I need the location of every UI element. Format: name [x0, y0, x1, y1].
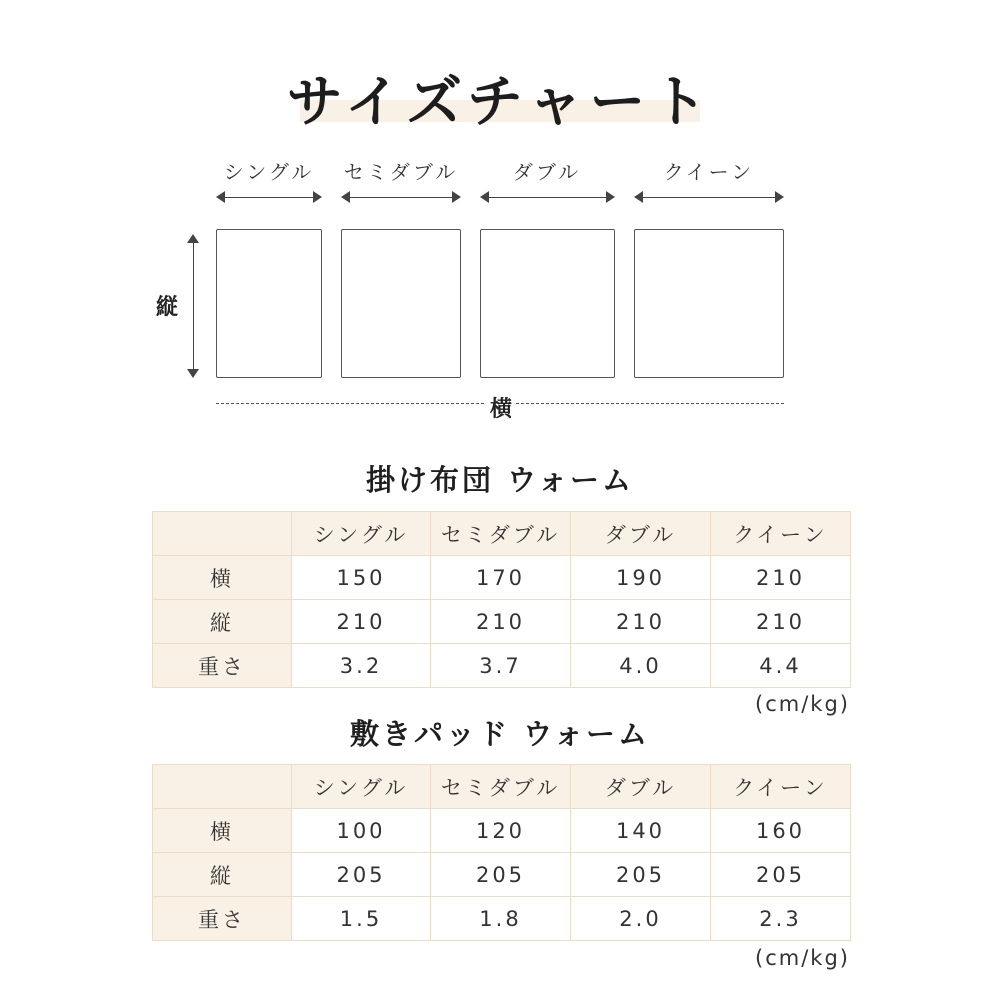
size-box-double: [480, 229, 615, 378]
table-cell: 210: [711, 556, 851, 600]
table-cell: 210: [431, 600, 571, 644]
length-arrow: [187, 234, 201, 378]
width-arrow-double: [480, 191, 615, 205]
column-header: ダブル: [571, 765, 711, 809]
table-cell: 1.5: [292, 897, 431, 941]
table-cell: 2.3: [711, 897, 851, 941]
table-header-row: [153, 512, 851, 556]
table-cell: 190: [571, 556, 711, 600]
column-header: クイーン: [711, 765, 851, 809]
diagram-label-queen: クイーン: [663, 160, 755, 184]
row-header: 重さ: [153, 644, 292, 688]
comforter-size-table: [152, 511, 851, 688]
table-cell: 4.0: [571, 644, 711, 688]
table-corner-cell: [153, 512, 292, 556]
unit-note: (cm/kg): [755, 946, 850, 970]
column-header: ダブル: [571, 512, 711, 556]
width-label: 横: [486, 392, 516, 423]
table-row: [153, 556, 851, 600]
table-cell: 210: [711, 600, 851, 644]
table-cell: 140: [571, 809, 711, 853]
width-arrow-queen: [634, 191, 784, 205]
column-header: シングル: [292, 512, 431, 556]
diagram-label-double: ダブル: [512, 160, 582, 184]
table-cell: 100: [292, 809, 431, 853]
table-cell: 150: [292, 556, 431, 600]
column-header: セミダブル: [431, 765, 571, 809]
diagram-label-semi-double: セミダブル: [343, 160, 459, 184]
table-cell: 160: [711, 809, 851, 853]
table-row: [153, 644, 851, 688]
column-header: クイーン: [711, 512, 851, 556]
table-cell: 2.0: [571, 897, 711, 941]
width-arrow-single: [216, 191, 322, 205]
table-cell: 3.7: [431, 644, 571, 688]
table-heading-bed-pad: 敷きパッド ウォーム: [350, 717, 650, 751]
table-heading-comforter: 掛け布団 ウォーム: [366, 463, 634, 497]
row-header: 重さ: [153, 897, 292, 941]
table-row: [153, 853, 851, 897]
table-cell: 170: [431, 556, 571, 600]
column-header: シングル: [292, 765, 431, 809]
table-cell: 3.2: [292, 644, 431, 688]
table-corner-cell: [153, 765, 292, 809]
table-cell: 205: [431, 853, 571, 897]
size-box-semi-double: [341, 229, 461, 378]
width-arrow-semi-double: [341, 191, 461, 205]
unit-note: (cm/kg): [755, 692, 850, 716]
table-row: [153, 809, 851, 853]
diagram-label-single: シングル: [223, 160, 315, 184]
size-box-queen: [634, 229, 784, 378]
table-cell: 210: [292, 600, 431, 644]
table-cell: 205: [292, 853, 431, 897]
table-cell: 205: [571, 853, 711, 897]
table-cell: 1.8: [431, 897, 571, 941]
table-cell: 205: [711, 853, 851, 897]
row-header: 横: [153, 556, 292, 600]
table-cell: 120: [431, 809, 571, 853]
length-label: 縦: [156, 295, 179, 320]
page-title: サイズチャート: [286, 70, 714, 135]
table-row: [153, 897, 851, 941]
size-box-single: [216, 229, 322, 378]
table-row: [153, 600, 851, 644]
table-cell: 210: [571, 600, 711, 644]
row-header: 縦: [153, 600, 292, 644]
table-header-row: [153, 765, 851, 809]
row-header: 縦: [153, 853, 292, 897]
column-header: セミダブル: [431, 512, 571, 556]
bed-pad-size-table: [152, 764, 851, 941]
row-header: 横: [153, 809, 292, 853]
table-cell: 4.4: [711, 644, 851, 688]
